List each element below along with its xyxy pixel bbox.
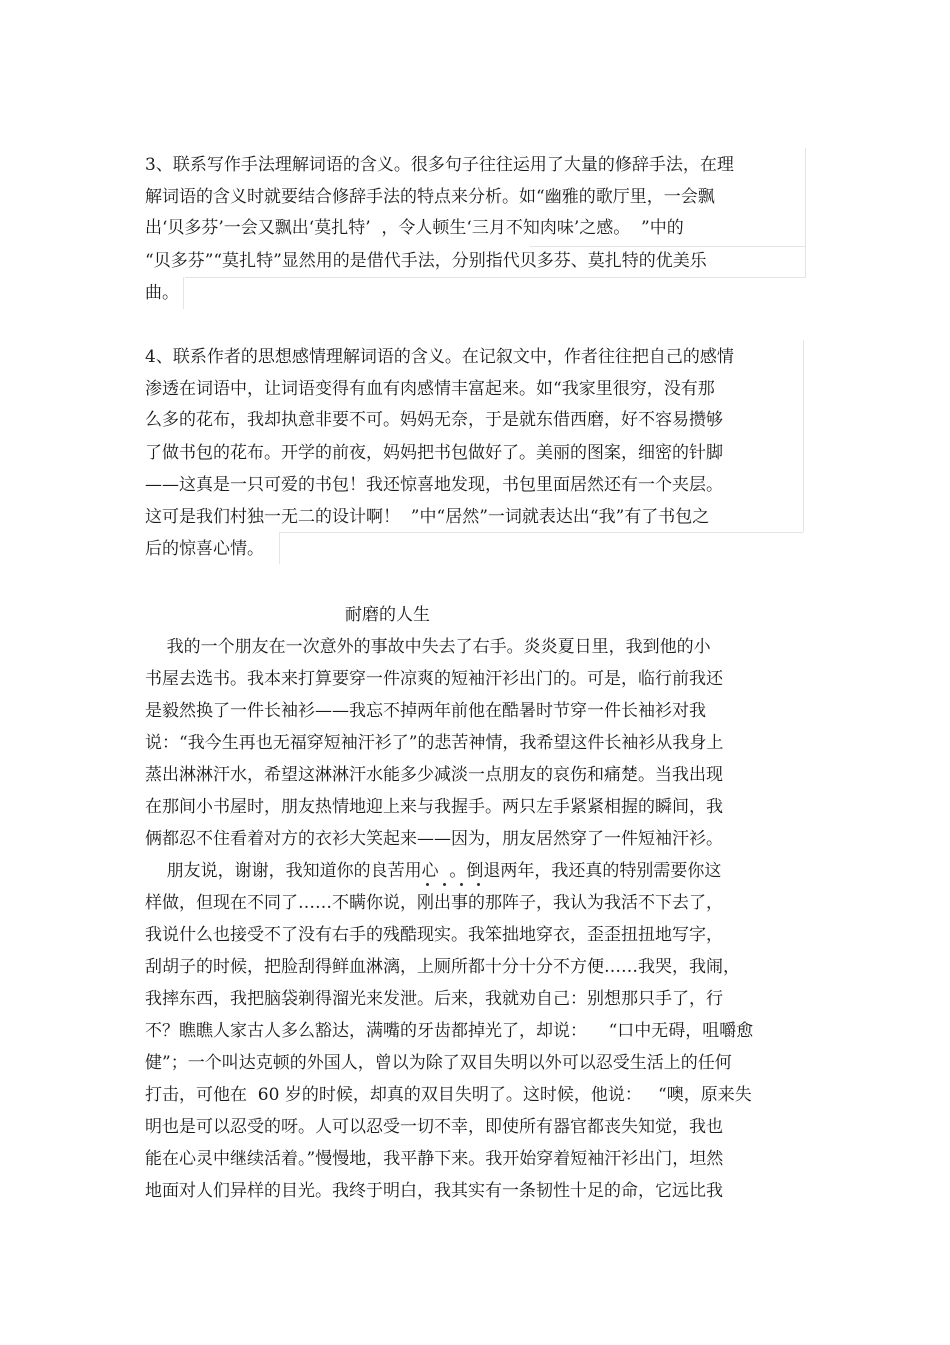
essay-line: 不？瞧瞧人家古人多么豁达，满嘴的牙齿都掉光了，却说： “口中无碍，咀嚼愈: [145, 1021, 754, 1041]
emphasis-dot: [426, 883, 429, 886]
section-4-line: 么多的花布，我却执意非要不可。妈妈无奈，于是就东借西磨，好不容易攒够: [145, 410, 723, 430]
essay-line: 是毅然换了一件长袖衫——我忘不掉两年前他在酷暑时节穿一件长袖衫对我: [145, 701, 706, 721]
essay-line: 我的一个朋友在一次意外的事故中失去了右手。炎炎夏日里，我到他的小: [145, 637, 711, 657]
emphasis-dot: [443, 883, 446, 886]
emphasis-dot: [477, 883, 480, 886]
section-4-line: 4、联系作者的思想感情理解词语的含义。在记叙文中，作者往往把自己的感情: [145, 347, 734, 367]
scan-rule: [280, 532, 803, 533]
essay-line: 刮胡子的时候，把脸刮得鲜血淋漓，上厕所都十分十分不方便……我哭，我闹，: [145, 957, 740, 977]
section-4-line: 后的惊喜心情。: [145, 539, 264, 559]
section-4-line: 了做书包的花布。开学的前夜，妈妈把书包做好了。美丽的图案，细密的针脚: [145, 443, 723, 463]
essay-line: 蒸出淋淋汗水，希望这淋淋汗水能多少减淡一点朋友的哀伤和痛楚。当我出现: [145, 765, 723, 785]
essay-line: 地面对人们异样的目光。我终于明白，我其实有一条韧性十足的命，它远比我: [145, 1181, 723, 1201]
essay-line: 在那间小书屋时，朋友热情地迎上来与我握手。两只左手紧紧相握的瞬间，我: [145, 797, 723, 817]
scan-rule: [530, 246, 805, 247]
section-3-line: 曲。: [145, 283, 179, 303]
scan-rule: [185, 277, 805, 278]
essay-title: 耐磨的人生: [345, 605, 430, 625]
section-4-line: 渗透在词语中，让词语变得有血有肉感情丰富起来。如“我家里很穷，没有那: [145, 379, 715, 399]
essay-line: 书屋去选书。我本来打算要穿一件凉爽的短袖汗衫出门的。可是，临行前我还: [145, 669, 723, 689]
essay-line: 我说什么也接受不了没有右手的残酷现实。我笨拙地穿衣，歪歪扭扭地写字，: [145, 925, 723, 945]
section-3-line: 出‘贝多芬’一会又飘出‘莫扎特’ ，令人顿生‘三月不知肉味’之感。 ”中的: [145, 218, 684, 238]
section-4-line: ——这真是一只可爱的书包！我还惊喜地发现，书包里面居然还有一个夹层。: [145, 475, 723, 495]
essay-line: 样做，但现在不同了……不瞒你说，刚出事的那阵子，我认为我活不下去了，: [145, 893, 723, 913]
essay-line: 说：“我今生再也无福穿短袖汗衫了”的悲苦神情，我希望这件长袖衫从我身上: [145, 733, 724, 753]
essay-line: 俩都忍不住看着对方的衣衫大笑起来——因为，朋友居然穿了一件短袖汗衫。: [145, 829, 723, 849]
section-3-line: 解词语的含义时就要结合修辞手法的特点来分析。如“幽雅的歌厅里，一会飘: [145, 187, 715, 207]
essay-line: 能在心灵中继续活着。”慢慢地，我平静下来。我开始穿着短袖汗衫出门，坦然: [145, 1149, 724, 1169]
scan-rule: [803, 340, 804, 532]
section-3-line: 3、联系写作手法理解词语的含义。很多句子往往运用了大量的修辞手法，在理: [145, 155, 734, 175]
scan-rule: [805, 148, 806, 278]
essay-line: 朋友说，谢谢，我知道你的良苦用心 。倒退两年，我还真的特别需要你这: [145, 861, 722, 881]
essay-line: 打击，可他在 60 岁的时候，却真的双目失明了。这时候，他说： “噢，原来失: [145, 1085, 752, 1105]
scan-rule: [279, 532, 280, 564]
essay-line: 健”；一个叫达克顿的外国人，曾以为除了双目失明以外可以忍受生活上的任何: [145, 1053, 732, 1073]
essay-line: 明也是可以忍受的呀。人可以忍受一切不幸，即使所有器官都丧失知觉，我也: [145, 1117, 723, 1137]
section-4-line: 这可是我们村独一无二的设计啊！ ”中“居然”一词就表达出“我”有了书包之: [145, 507, 710, 527]
essay-line: 我摔东西，我把脑袋剃得溜光来发泄。后来，我就劝自己：别想那只手了，行: [145, 989, 723, 1009]
scan-rule: [183, 277, 184, 309]
emphasis-dot: [460, 883, 463, 886]
section-3-line: “贝多芬”“莫扎特”显然用的是借代手法，分别指代贝多芬、莫扎特的优美乐: [145, 251, 707, 271]
